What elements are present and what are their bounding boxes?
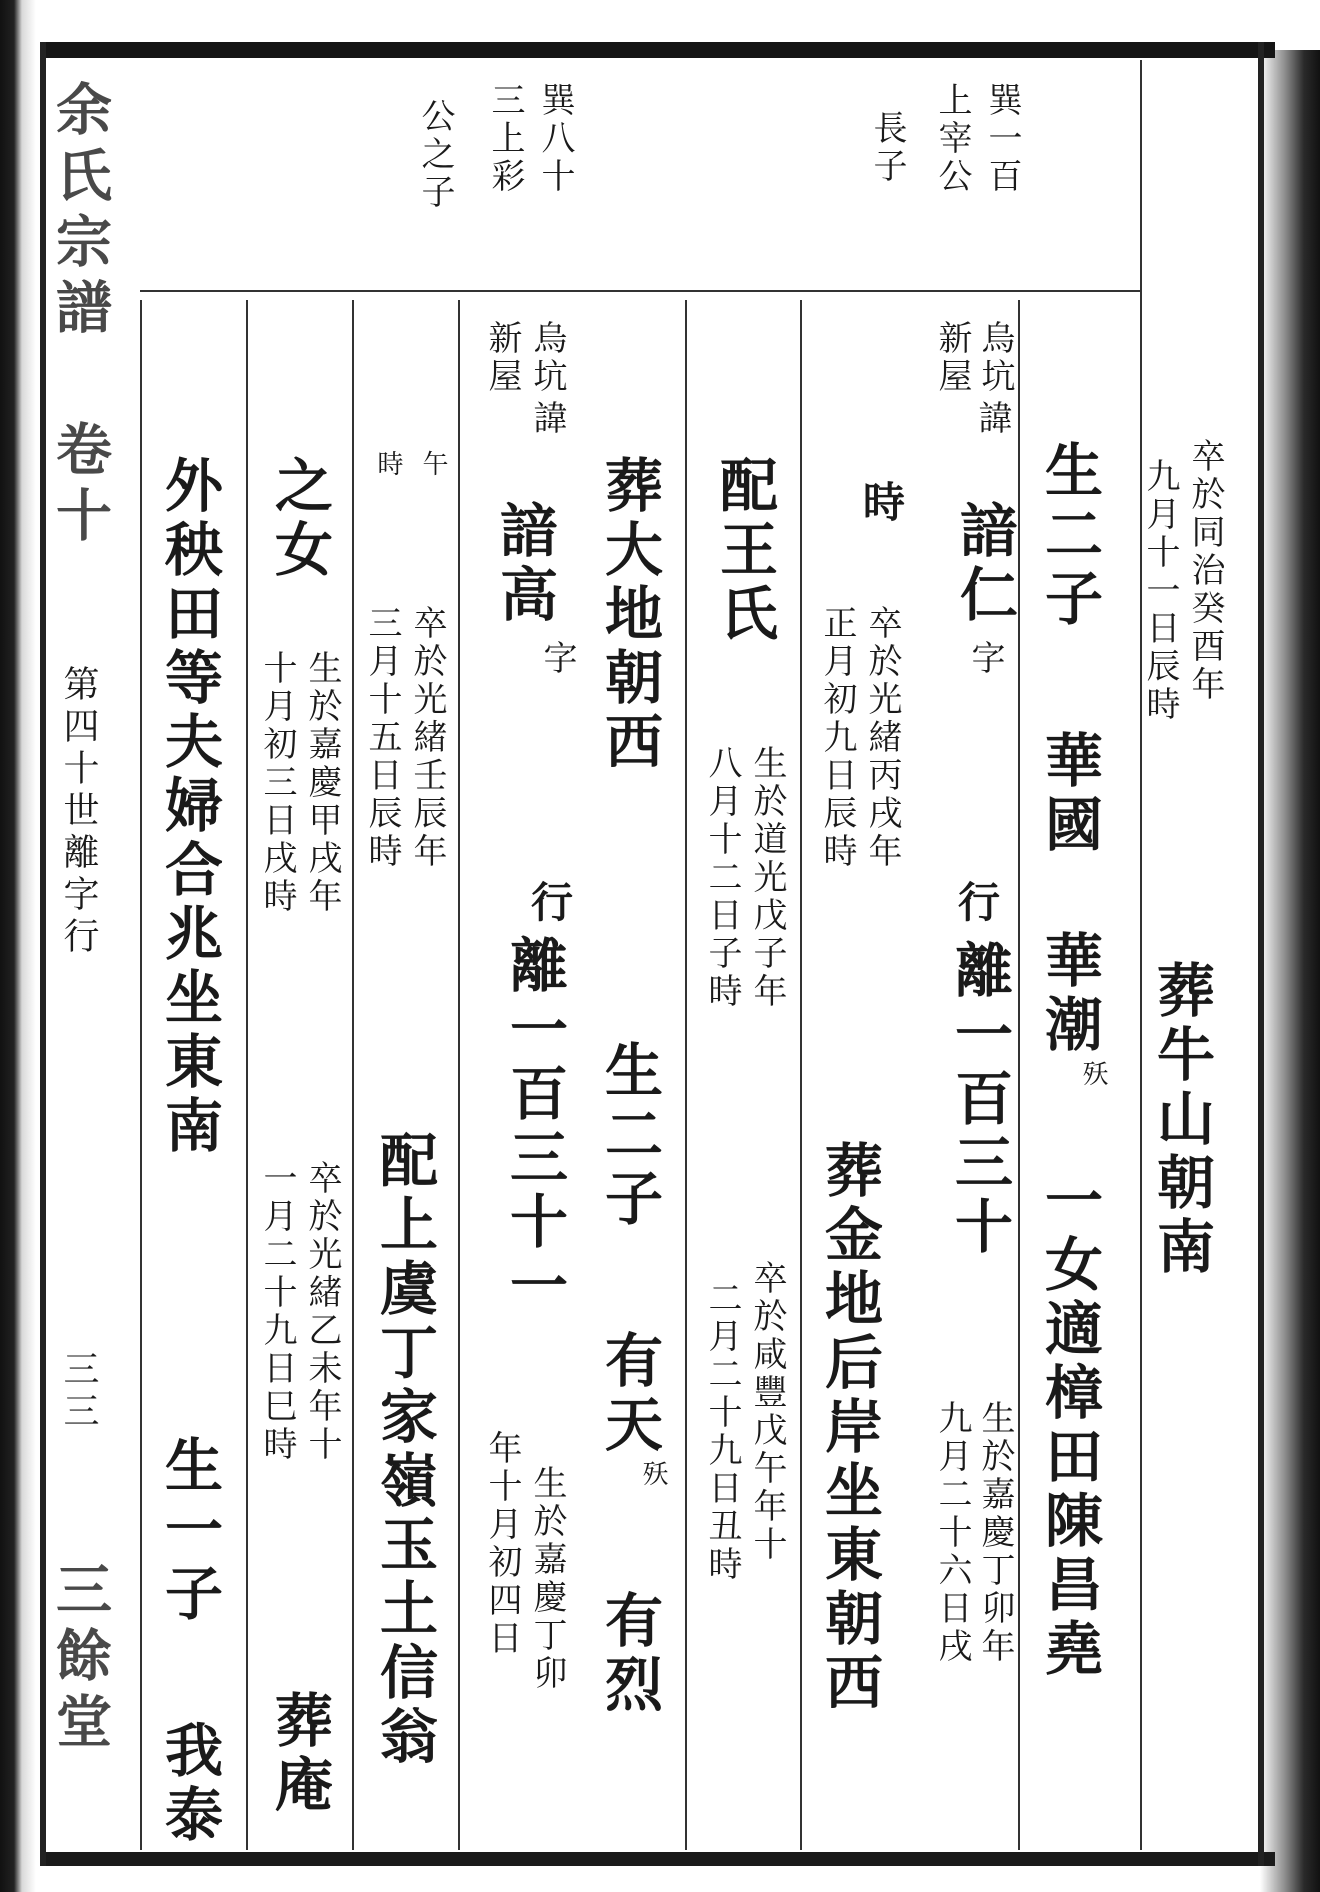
frame-left-border — [40, 42, 46, 1866]
upper-register-rule — [140, 290, 1140, 292]
page-number: 三三 — [58, 1350, 99, 1434]
birth-note: 生於嘉慶甲戌年 — [302, 650, 342, 916]
birth-date: 年十月初四日 — [482, 1430, 522, 1658]
upper-son-1: 長子 — [867, 110, 907, 186]
generation-label: 第四十世離字行 — [58, 665, 99, 959]
column-rule — [685, 300, 687, 1850]
style-name-label: 字 — [537, 640, 577, 678]
son-name: 華國 — [1035, 730, 1103, 858]
column-rule — [458, 300, 460, 1850]
spouse: 配王氏 — [710, 455, 778, 647]
hall-name: 三餘堂 — [47, 1560, 113, 1758]
time-prefix: 午 — [418, 450, 448, 476]
style-name-label: 字 — [965, 640, 1005, 678]
upper-father-1: 巽一百 — [982, 82, 1022, 196]
rank-label: 行 — [952, 880, 1001, 926]
scan-left-edge — [0, 0, 36, 1892]
died-young: 殀 — [1078, 1060, 1108, 1086]
death-date: 正月初九日辰時 — [817, 605, 857, 871]
death-date: 一月二十九日巳時 — [257, 1160, 297, 1464]
death-note: 卒於光緒壬辰年 — [407, 605, 447, 871]
residence: 新屋 — [482, 320, 522, 396]
burial-site: 葬牛山朝南 — [1147, 960, 1215, 1280]
rank-number: 離一百三十 — [945, 940, 1013, 1260]
birth-date: 八月十二日子時 — [702, 745, 742, 1011]
son-name: 我泰 — [155, 1720, 223, 1848]
daughter-of: 之女 — [265, 455, 333, 583]
taboo-name-label: 諱 — [527, 400, 567, 438]
rank-number: 離一百三十一 — [500, 935, 568, 1319]
top-border — [40, 42, 1275, 58]
column-rule — [1018, 300, 1020, 1850]
death-note: 卒於咸豐戊午年十 — [747, 1260, 787, 1564]
column-rule — [800, 300, 802, 1850]
burial-site: 葬大地朝西 — [595, 455, 663, 775]
children: 生二子 — [1035, 440, 1103, 632]
died-young: 殀 — [638, 1460, 668, 1486]
upper-father-2: 巽八十 — [535, 82, 575, 196]
burial-site: 外秧田等夫婦合兆坐東南 — [155, 455, 223, 1159]
birth-note: 生於道光戊子年 — [747, 745, 787, 1011]
spouse: 配上虞丁家嶺玉土信翁 — [370, 1130, 438, 1770]
birth-date: 十月初三日戌時 — [257, 650, 297, 916]
village: 烏坑 — [975, 320, 1015, 396]
frame-right-border — [1258, 42, 1264, 1866]
birth-note: 生於嘉慶丁卯 — [527, 1465, 567, 1693]
birth-note: 生於嘉慶丁卯年 — [975, 1400, 1015, 1666]
death-note: 卒於光緒丙戌年 — [862, 605, 902, 871]
taboo-name-label: 諱 — [972, 400, 1012, 438]
children: 生二子 — [595, 1040, 663, 1232]
residence: 新屋 — [932, 320, 972, 396]
scan-right-edge — [1260, 50, 1320, 1892]
death-note: 卒於同治癸酉年 — [1185, 438, 1225, 704]
column-rule — [246, 300, 248, 1850]
person-name: 諳仁 — [950, 500, 1018, 628]
burial-site: 葬金地后岸坐東朝西 — [815, 1140, 883, 1716]
person-name: 諳高 — [490, 500, 558, 628]
death-note: 卒於光緒乙未年十 — [302, 1160, 342, 1464]
death-date: 三月十五日辰時 — [362, 605, 402, 871]
book-title: 余氏宗譜 卷十 — [47, 80, 113, 552]
children: 生一子 — [155, 1435, 223, 1627]
village: 烏坑 — [527, 320, 567, 396]
death-date: 二月二十九日丑時 — [702, 1280, 742, 1584]
time-suffix: 時 — [373, 450, 403, 476]
column-rule — [140, 300, 142, 1850]
death-date: 九月十一日辰時 — [1140, 458, 1180, 724]
burial-site: 葬庵 — [265, 1690, 333, 1818]
upper-father-1b: 上宰公 — [932, 82, 972, 196]
daughter-marriage: 一女適樟田陳昌堯 — [1035, 1170, 1103, 1682]
rank-label: 行 — [525, 880, 574, 926]
son-name: 有烈 — [595, 1590, 663, 1718]
column-rule — [352, 300, 354, 1850]
column-rule — [1140, 60, 1142, 1850]
son-name: 有天 — [595, 1330, 663, 1458]
upper-father-2b: 三上彩 — [485, 82, 525, 196]
upper-son-2: 公之子 — [415, 98, 455, 212]
birth-date: 九月二十六日戌 — [932, 1400, 972, 1666]
time-suffix: 時 — [857, 480, 906, 526]
bottom-border — [40, 1852, 1275, 1866]
son-name: 華潮 — [1035, 930, 1103, 1058]
